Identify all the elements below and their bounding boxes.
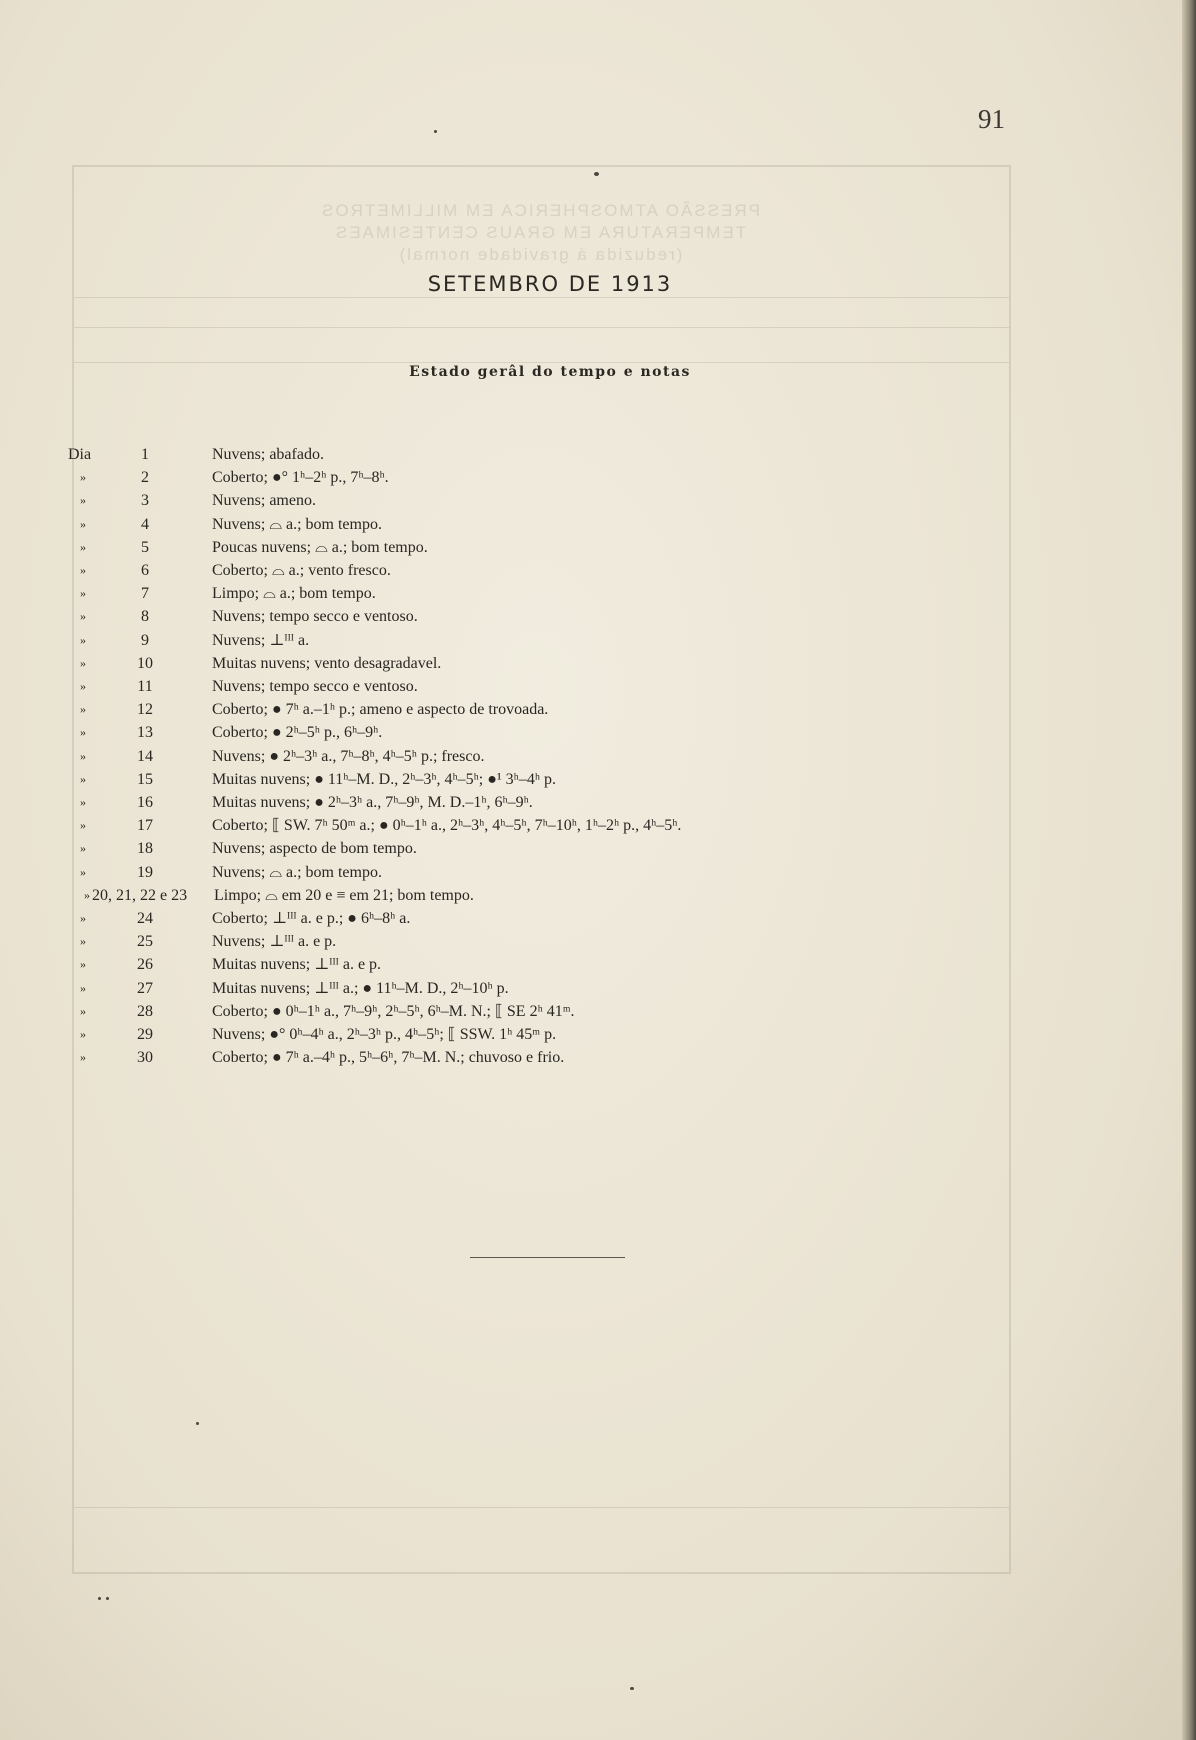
list-item (0, 536, 1100, 559)
day-number: 29 (137, 1026, 153, 1043)
day-number: 24 (137, 910, 153, 927)
paper-speck (594, 172, 599, 176)
weather-note: Coberto; ● 7ʰ a.–4ʰ p., 5ʰ–6ʰ, 7ʰ–M. N.; chuvoso e frio. (212, 1049, 565, 1067)
ditto-mark: » (80, 539, 86, 554)
ditto-mark: » (80, 725, 86, 740)
weather-note: Muitas nuvens; ⊥ᴵᴵᴵ a. e p. (212, 956, 382, 974)
list-item (0, 605, 1100, 628)
weather-note: Coberto; ● 7ʰ a.–1ʰ p.; ameno e aspecto de trovoada. (212, 701, 549, 719)
ditto-mark: » (80, 957, 86, 972)
list-item (0, 559, 1100, 582)
day-number: 4 (141, 515, 149, 533)
weather-note: Nuvens; abafado. (212, 446, 324, 463)
weather-note: Muitas nuvens; ● 2ʰ–3ʰ a., 7ʰ–9ʰ, M. D.–1ʰ, 6ʰ–9ʰ. (212, 794, 533, 811)
weather-note: Coberto; ●° 1ʰ–2ʰ p., 7ʰ–8ʰ. (212, 469, 389, 487)
ditto-mark: » (80, 702, 86, 717)
day-number: 18 (137, 840, 153, 858)
weather-note: Nuvens; tempo secco e ventoso. (212, 678, 418, 695)
day-number: 12 (137, 701, 153, 719)
list-item (0, 837, 1100, 860)
ditto-mark: » (80, 795, 86, 809)
paper-speck (98, 1597, 101, 1600)
weather-note: Muitas nuvens; ⊥ᴵᴵᴵ a.; ● 11ʰ–M. D., 2ʰ–10ʰ p. (212, 979, 509, 997)
ditto-mark: » (84, 887, 90, 902)
list-item (0, 791, 1100, 814)
day-number: 5 (141, 538, 149, 556)
paper-speck (434, 130, 437, 133)
page-number: 91 (978, 104, 1005, 134)
weather-note: Limpo; ⌓ em 20 e ≡ em 21; bom tempo. (214, 886, 474, 904)
weather-note: Coberto; ● 2ʰ–5ʰ p., 6ʰ–9ʰ. (212, 724, 383, 742)
day-number: 14 (137, 747, 153, 765)
list-item (0, 745, 1100, 768)
bleed-through-line: TEMPERATURA EM GRAUS CENTESIMAES (333, 223, 747, 242)
weather-note: Poucas nuvens; ⌓ a.; bom tempo. (212, 538, 428, 556)
weather-note: Coberto; ⌓ a.; vento fresco. (212, 562, 391, 579)
day-number: 26 (137, 956, 153, 974)
list-item (0, 814, 1100, 837)
paper-speck (630, 1687, 634, 1690)
ditto-mark: » (80, 841, 86, 856)
list-item (0, 443, 1100, 466)
list-item (0, 977, 1100, 1000)
ditto-mark: » (80, 748, 86, 763)
weather-note: Nuvens; ●° 0ʰ–4ʰ a., 2ʰ–3ʰ p., 4ʰ–5ʰ; ⟦ SSW. 1ʰ 45ᵐ p. (212, 1026, 557, 1043)
day-number: 20, 21, 22 e 23 (92, 886, 188, 904)
day-number: 6 (141, 562, 149, 579)
weather-note: Coberto; ⊥ᴵᴵᴵ a. e p.; ● 6ʰ–8ʰ a. (212, 910, 411, 927)
weather-note: Nuvens; tempo secco e ventoso. (212, 608, 418, 626)
day-number: 27 (137, 979, 153, 997)
ditto-mark: » (80, 563, 86, 577)
day-number: 1 (141, 446, 149, 463)
weather-note: Coberto; ⟦ SW. 7ʰ 50ᵐ a.; ● 0ʰ–1ʰ a., 2ʰ–3ʰ, 4ʰ–5ʰ, 7ʰ–10ʰ, 1ʰ–2ʰ p., 4ʰ–5ʰ. (212, 817, 682, 835)
ditto-mark: » (80, 1027, 86, 1041)
ditto-mark: » (80, 818, 86, 833)
list-item (0, 1000, 1100, 1023)
weather-note: Nuvens; ameno. (212, 492, 316, 510)
weather-note: Nuvens; ⊥ᴵᴵᴵ a. e p. (212, 933, 337, 951)
weather-note: Nuvens; ⊥ᴵᴵᴵ a. (212, 631, 310, 649)
weather-note: Nuvens; ● 2ʰ–3ʰ a., 7ʰ–8ʰ, 4ʰ–5ʰ p.; fresco. (212, 747, 485, 765)
day-number: 16 (137, 794, 153, 811)
list-item (0, 489, 1100, 512)
weather-note: Muitas nuvens; vento desagradavel. (212, 654, 442, 672)
ditto-mark: » (80, 1050, 86, 1065)
list-item (0, 721, 1100, 744)
bleed-through-line: (reduzida á gravidade normal) (397, 245, 683, 264)
list-item (0, 675, 1100, 698)
weather-note: Limpo; ⌓ a.; bom tempo. (212, 585, 376, 603)
day-number: 9 (141, 631, 149, 649)
ditto-mark: » (80, 980, 86, 995)
list-item (0, 907, 1100, 930)
list-item (0, 1046, 1100, 1069)
list-item (0, 953, 1100, 976)
day-number: 7 (141, 585, 149, 603)
day-number: 8 (141, 608, 149, 626)
day-number: 2 (141, 469, 149, 487)
day-number: 11 (137, 678, 153, 695)
weather-note: Nuvens; ⌓ a.; bom tempo. (212, 863, 382, 881)
bleed-through-line: PRESSÃO ATMOSPHERICA EM MILLIMETROS (320, 201, 760, 220)
list-item (0, 466, 1100, 489)
ditto-mark: » (80, 493, 86, 508)
section-subtitle: Estado gerâl do tempo e notas (409, 364, 691, 380)
ditto-mark: » (80, 679, 86, 693)
closing-rule (470, 1257, 625, 1258)
ditto-mark: » (80, 516, 86, 531)
weather-note: Nuvens; ⌓ a.; bom tempo. (212, 515, 382, 533)
page-title: SETEMBRO DE 1913 (427, 272, 673, 296)
day-number: 13 (137, 724, 153, 742)
list-item (0, 768, 1100, 791)
day-number: 17 (137, 817, 153, 835)
day-label: Dia (68, 446, 92, 463)
list-item (0, 698, 1100, 721)
list-item (0, 930, 1100, 953)
day-number: 3 (141, 492, 149, 510)
list-item (0, 629, 1100, 652)
paper-speck (196, 1422, 199, 1425)
day-number: 19 (137, 863, 153, 881)
bleed-through-heading (260, 200, 820, 266)
ditto-mark: » (80, 632, 86, 647)
weather-note: Muitas nuvens; ● 11ʰ–M. D., 2ʰ–3ʰ, 4ʰ–5ʰ; ●¹ 3ʰ–4ʰ p. (212, 770, 556, 788)
day-number: 15 (137, 770, 153, 788)
weather-note: Nuvens; aspecto de bom tempo. (212, 840, 417, 858)
ditto-mark: » (80, 771, 86, 786)
ditto-mark: » (80, 655, 86, 670)
ditto-mark: » (80, 586, 86, 601)
paper-speck (106, 1597, 109, 1600)
list-item (0, 861, 1100, 884)
list-item (0, 1023, 1100, 1046)
day-number: 10 (137, 654, 153, 672)
ditto-mark: » (80, 1003, 86, 1018)
day-number: 25 (137, 933, 153, 951)
ditto-mark: » (80, 470, 86, 485)
list-item (0, 582, 1100, 605)
list-item (0, 884, 1100, 907)
ditto-mark: » (80, 934, 86, 949)
ditto-mark: » (80, 609, 86, 624)
ditto-mark: » (80, 911, 86, 925)
list-item (0, 652, 1100, 675)
day-number: 28 (137, 1002, 153, 1020)
day-number: 30 (137, 1049, 153, 1067)
ditto-mark: » (80, 864, 86, 879)
list-item (0, 513, 1100, 536)
weather-note: Coberto; ● 0ʰ–1ʰ a., 7ʰ–9ʰ, 2ʰ–5ʰ, 6ʰ–M. N.; ⟦ SE 2ʰ 41ᵐ. (212, 1002, 575, 1020)
page-binding-edge (1182, 0, 1196, 1740)
